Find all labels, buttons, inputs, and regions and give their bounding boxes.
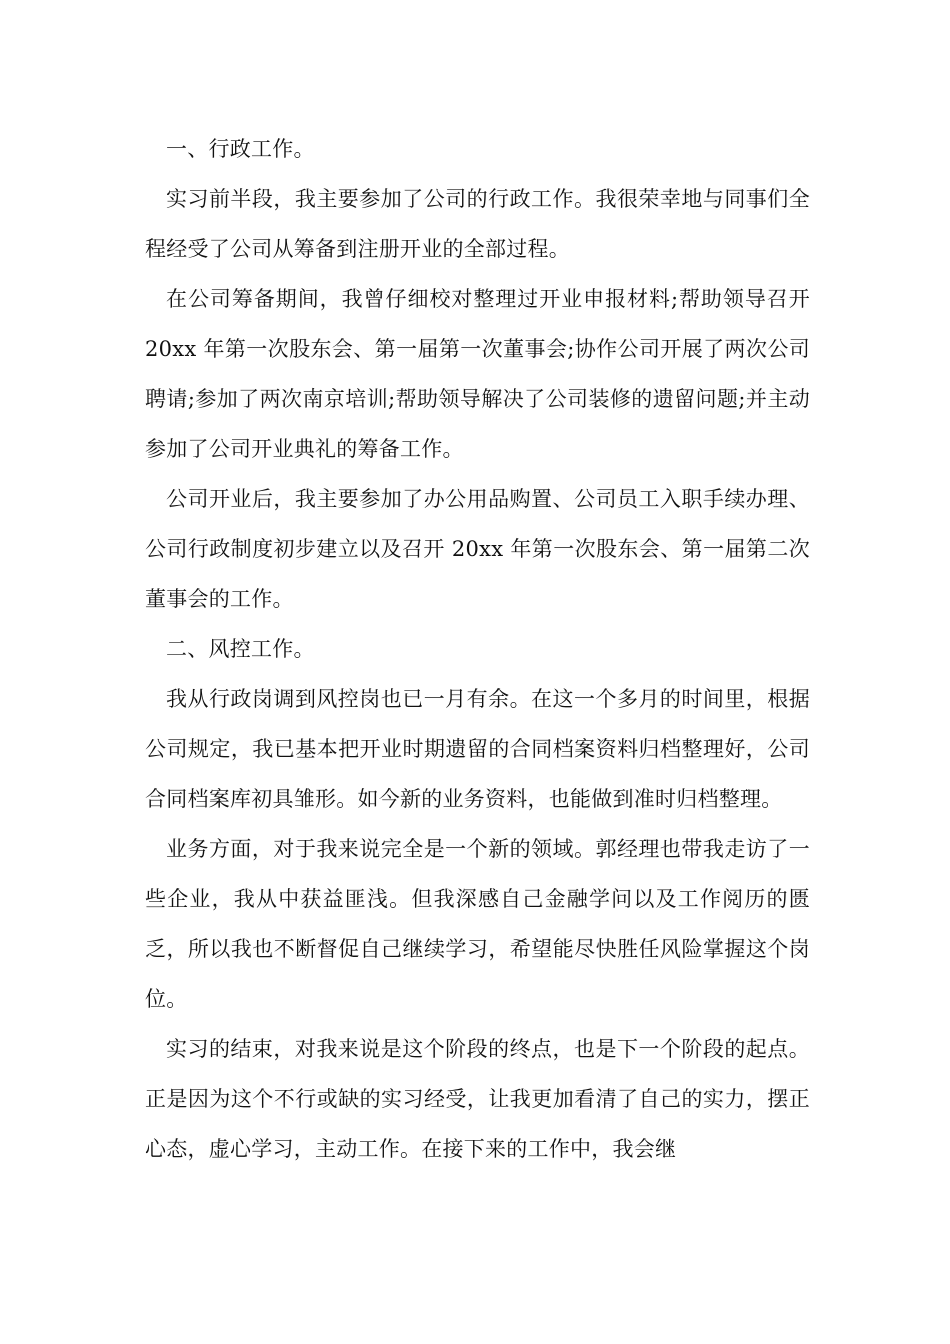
paragraph: 实习的结束，对我来说是这个阶段的终点，也是下一个阶段的起点。正是因为这个不行或缺的实习经受，让我更加看清了自己的实力，摆正心态，虚心学习，主动工作。在接下来的工作中，我会继 (145, 1037, 810, 1161)
section-heading-risk-control: 二、风控工作。 (166, 637, 315, 661)
paragraph: 在公司筹备期间，我曾仔细校对整理过开业申报材料;帮助领导召开 20xx 年第一次股东会、第一届第一次董事会;协作公司开展了两次公司聘请;参加了两次南京培训;帮助领导解决了公司装修的遗留问题;并主动参加了公司开业典礼的筹备工作。 (145, 287, 810, 461)
paragraph: 实习前半段，我主要参加了公司的行政工作。我很荣幸地与同事们全程经受了公司从筹备到注册开业的全部过程。 (145, 187, 810, 261)
paragraph: 业务方面，对于我来说完全是一个新的领域。郭经理也带我走访了一些企业，我从中获益匪浅。但我深感自己金融学问以及工作阅历的匮乏，所以我也不断督促自己继续学习，希望能尽快胜任风险掌握这个岗位。 (145, 837, 810, 1011)
section-heading-admin: 一、行政工作。 (166, 137, 315, 161)
paragraph: 我从行政岗调到风控岗也已一月有余。在这一个多月的时间里，根据公司规定，我已基本把开业时期遗留的合同档案资料归档整理好，公司合同档案库初具雏形。如今新的业务资料，也能做到准时归档整理。 (145, 687, 810, 811)
paragraph: 公司开业后，我主要参加了办公用品购置、公司员工入职手续办理、公司行政制度初步建立以及召开 20xx 年第一次股东会、第一届第二次董事会的工作。 (145, 487, 810, 611)
document-body (145, 124, 810, 1174)
